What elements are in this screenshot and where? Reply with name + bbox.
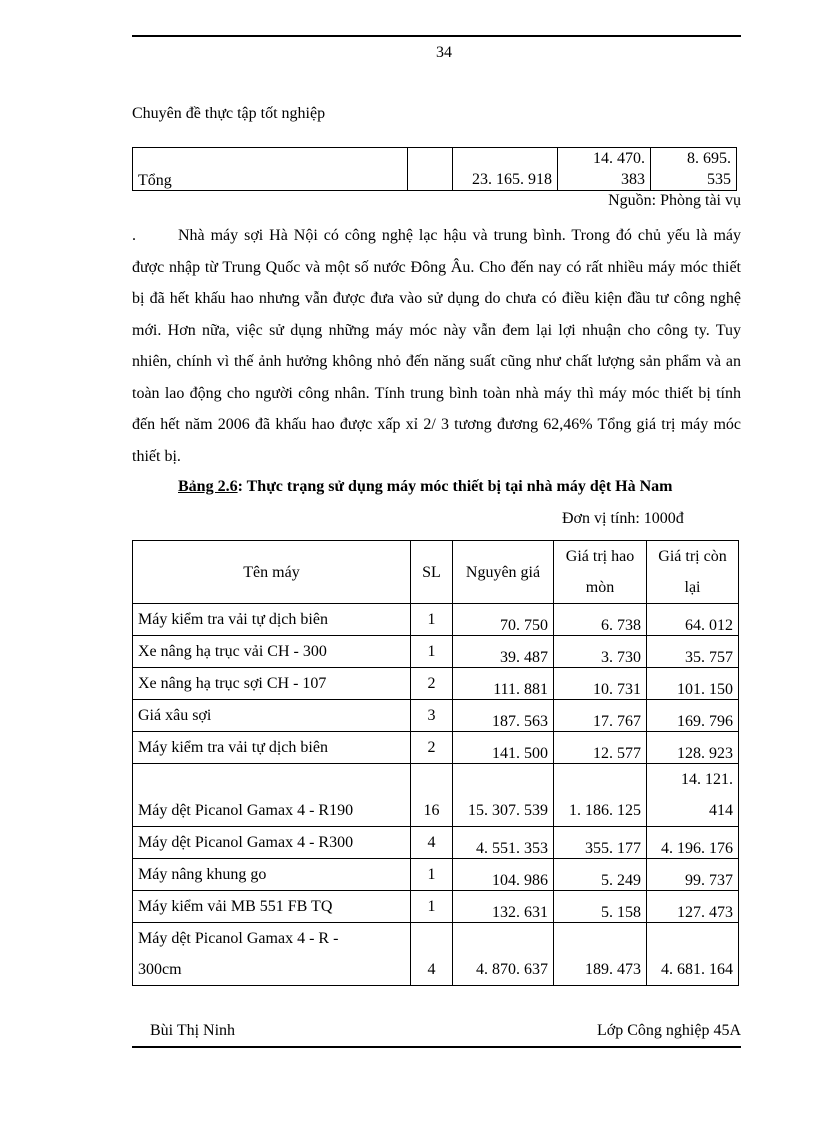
table-row <box>133 923 739 986</box>
table-row <box>133 148 737 191</box>
table-row <box>133 764 739 827</box>
row-remaining: 128. 923 <box>647 732 739 764</box>
row-name: Máy dệt Picanol Gamax 4 - R300 <box>133 827 411 859</box>
table-caption <box>178 478 673 496</box>
row-name: Xe nâng hạ trục vải CH - 300 <box>133 636 411 668</box>
document-header-title: Chuyên đề thực tập tốt nghiệp <box>132 105 326 122</box>
row-name: Máy kiểm vải MB 551 FB TQ <box>133 891 411 923</box>
row-sl: 16 <box>411 764 453 827</box>
row-remaining <box>647 764 739 827</box>
table-row <box>133 700 739 732</box>
row-remaining: 35. 757 <box>647 636 739 668</box>
paragraph-text: Nhà máy sợi Hà Nội có công nghệ lạc hậu và trung bình. Trong đó chủ yếu là máy được nhập từ Trung Quốc và một số nước Đông Âu. Cho đến nay có rất nhiều máy móc thiết bị đã hết khấu hao nhưng vẫn được đưa vào sử dụng do chưa có điều kiện đầu tư công nghệ mới. Hơn nữa, việc sử dụng những máy móc này vẫn đem lại lợi nhuận cho công ty. Tuy nhiên, chính vì thế ảnh hưởng không nhỏ đến năng suất cũng như chất lượng sản phẩm và an toàn lao động cho người công nhân. Tính trung bình toàn nhà máy thì máy móc thiết bị tính đến hết năm 2006 đã khấu hao được xấp xỉ 2/ 3 tương đương 62,46% Tổng giá trị máy móc thiết bị. <box>132 227 741 465</box>
total-label-cell: Tổng <box>133 148 408 191</box>
row-depreciation: 5. 249 <box>554 859 647 891</box>
row-name <box>133 923 411 986</box>
table-row <box>133 827 739 859</box>
header-name: Tên máy <box>133 541 411 604</box>
row-name: Máy kiểm tra vải tự dịch biên <box>133 604 411 636</box>
table-header-row <box>133 541 739 604</box>
name-line1: Máy dệt Picanol Gamax 4 - R - <box>138 930 339 947</box>
header-sl: SL <box>411 541 453 604</box>
table-row <box>133 668 739 700</box>
row-remaining: 169. 796 <box>647 700 739 732</box>
table-caption-text: : Thực trạng sử dụng máy móc thiết bị tại nhà máy dệt Hà Nam <box>237 478 673 495</box>
row-sl: 4 <box>411 923 453 986</box>
table-row <box>133 636 739 668</box>
total-depreciation-cell <box>558 148 651 191</box>
row-sl: 1 <box>411 636 453 668</box>
row-remaining: 127. 473 <box>647 891 739 923</box>
row-original: 104. 986 <box>453 859 554 891</box>
row-sl: 1 <box>411 604 453 636</box>
row-sl: 3 <box>411 700 453 732</box>
row-depreciation: 6. 738 <box>554 604 647 636</box>
row-original: 187. 563 <box>453 700 554 732</box>
remaining-line2: 414 <box>709 802 733 819</box>
bottom-rule <box>132 1046 741 1048</box>
row-remaining: 4. 681. 164 <box>647 923 739 986</box>
row-original: 141. 500 <box>453 732 554 764</box>
table-caption-label: Bảng 2.6 <box>178 478 238 495</box>
row-sl: 4 <box>411 827 453 859</box>
row-depreciation: 355. 177 <box>554 827 647 859</box>
footer-class: Lớp Công nghiệp 45A <box>596 1022 741 1039</box>
header-depreciation: Giá trị hao mòn <box>554 541 647 604</box>
row-name: Máy dệt Picanol Gamax 4 - R190 <box>133 764 411 827</box>
row-remaining: 99. 737 <box>647 859 739 891</box>
top-rule <box>132 35 741 37</box>
header-original: Nguyên giá <box>453 541 554 604</box>
row-original: 39. 487 <box>453 636 554 668</box>
row-name: Máy nâng khung go <box>133 859 411 891</box>
table-row <box>133 732 739 764</box>
row-remaining: 64. 012 <box>647 604 739 636</box>
total-sl-cell <box>408 148 453 191</box>
paragraph-prefix: . <box>132 227 136 244</box>
table-row <box>133 604 739 636</box>
row-original: 111. 881 <box>453 668 554 700</box>
total-original-cell: 23. 165. 918 <box>453 148 558 191</box>
depreciation-line2: 383 <box>621 171 645 188</box>
row-depreciation: 189. 473 <box>554 923 647 986</box>
footer-author: Bùi Thị Ninh <box>150 1022 236 1039</box>
row-name: Máy kiểm tra vải tự dịch biên <box>133 732 411 764</box>
row-depreciation: 5. 158 <box>554 891 647 923</box>
summary-total-table <box>132 147 737 191</box>
remaining-line1: 14. 121. <box>681 771 733 788</box>
source-note: Nguồn: Phòng tài vụ <box>608 192 741 209</box>
row-sl: 2 <box>411 668 453 700</box>
row-name: Xe nâng hạ trục sợi CH - 107 <box>133 668 411 700</box>
row-original: 4. 870. 637 <box>453 923 554 986</box>
row-depreciation: 17. 767 <box>554 700 647 732</box>
total-remaining-cell <box>651 148 737 191</box>
row-depreciation: 10. 731 <box>554 668 647 700</box>
row-depreciation: 3. 730 <box>554 636 647 668</box>
row-remaining: 4. 196. 176 <box>647 827 739 859</box>
page-number: 34 <box>436 44 452 61</box>
header-remaining: Giá trị còn lại <box>647 541 739 604</box>
table-row <box>133 891 739 923</box>
row-original: 15. 307. 539 <box>453 764 554 827</box>
row-original: 132. 631 <box>453 891 554 923</box>
row-original: 70. 750 <box>453 604 554 636</box>
row-sl: 2 <box>411 732 453 764</box>
table-row <box>133 859 739 891</box>
row-depreciation: 12. 577 <box>554 732 647 764</box>
row-name: Giá xâu sợi <box>133 700 411 732</box>
name-line2: 300cm <box>138 961 182 978</box>
depreciation-line1: 14. 470. <box>593 150 645 167</box>
row-sl: 1 <box>411 891 453 923</box>
row-sl: 1 <box>411 859 453 891</box>
row-depreciation: 1. 186. 125 <box>554 764 647 827</box>
row-original: 4. 551. 353 <box>453 827 554 859</box>
unit-note: Đơn vị tính: 1000đ <box>562 510 684 527</box>
remaining-line2: 535 <box>707 171 731 188</box>
remaining-line1: 8. 695. <box>687 150 731 167</box>
row-remaining: 101. 150 <box>647 668 739 700</box>
body-paragraph <box>132 220 741 472</box>
equipment-table <box>132 540 739 986</box>
